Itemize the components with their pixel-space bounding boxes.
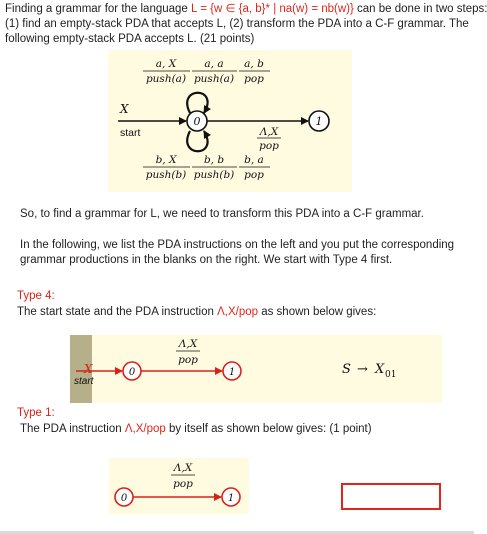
pda-diagram-panel: [108, 50, 352, 192]
pda-diagram: [108, 50, 352, 192]
type4-desc-text: The start state and the PDA instruction: [17, 306, 218, 318]
svg-text:Λ,X: Λ,X: [178, 338, 198, 350]
type4-production: [342, 362, 396, 380]
type1-description: [20, 422, 372, 437]
language-definition: L = {w ∈ {a, b}* | na(w) = nb(w)}: [191, 3, 354, 15]
svg-text:push(b): push(b): [145, 169, 187, 181]
top-self-loop: [187, 93, 207, 113]
state-0-label: 0: [193, 115, 201, 128]
type1-answer-box[interactable]: [341, 483, 441, 510]
production-arrow: →: [357, 362, 368, 377]
svg-text:a, b: a, b: [244, 58, 264, 70]
problem-line-2: (1) find an empty-stack PDA that accepts L, (2) transform the PDA into a C-F grammar. The: [5, 18, 469, 30]
type1-heading: Type 1:: [17, 407, 55, 419]
paragraph-instructions-line-1: In the following, we list the PDA instructions on the left and you put the corresponding: [20, 239, 455, 251]
type4-panel: [70, 335, 442, 403]
type1-desc-text: The PDA instruction: [20, 423, 125, 435]
svg-text:Λ,X: Λ,X: [259, 126, 279, 138]
svg-text:a, X: a, X: [155, 58, 177, 70]
svg-text:push(b): push(b): [193, 169, 235, 181]
type4-desc-tail: as shown below gives:: [258, 306, 377, 318]
type4-start-label: start: [74, 376, 94, 387]
svg-text:Λ,X: Λ,X: [173, 462, 193, 474]
svg-text:a, a: a, a: [204, 58, 224, 70]
type4-state-1-label: 1: [228, 367, 236, 378]
top-transition-label-3: [239, 58, 270, 85]
svg-text:pop: pop: [244, 73, 264, 85]
svg-text:push(a): push(a): [145, 73, 187, 85]
type4-instruction: Λ,X/pop: [217, 306, 259, 318]
problem-line-1: [5, 2, 487, 17]
problem-line-3: following empty-stack PDA accepts L. (21 points): [5, 33, 255, 45]
top-transition-label-1: [143, 58, 190, 85]
problem-intro-text: Finding a grammar for the language: [5, 3, 192, 15]
start-label: start: [120, 127, 141, 139]
top-transition-label-2: [192, 58, 237, 85]
edge-label: [257, 126, 281, 152]
paragraph-instructions-line-2: grammar productions in the blanks on the right. We start with Type 4 first.: [20, 254, 393, 266]
svg-text:pop: pop: [244, 169, 264, 181]
type1-instruction: Λ,X/pop: [124, 423, 166, 435]
type1-desc-tail: by itself as shown below gives: (1 point): [165, 423, 372, 435]
type4-state-0-label: 0: [128, 367, 136, 378]
type1-state-1-label: 1: [227, 493, 235, 504]
bottom-transition-label-2: [192, 154, 237, 181]
svg-text:b, X: b, X: [155, 154, 177, 166]
svg-text:push(a): push(a): [193, 73, 235, 85]
paragraph-transform: So, to find a grammar for L, we need to transform this PDA into a C-F grammar.: [20, 208, 424, 220]
type4-edge-label: [176, 338, 200, 366]
start-stack-symbol: X: [120, 102, 129, 116]
production-rhs-subscript: 01: [385, 370, 397, 380]
problem-intro-tail: can be done in two steps:: [353, 3, 487, 15]
type1-edge-label: [171, 462, 195, 490]
type4-description: [17, 305, 376, 320]
svg-text:b, b: b, b: [203, 154, 225, 166]
production-lhs: S: [342, 362, 351, 377]
bottom-transition-label-3: [239, 154, 270, 181]
type4-diagram: [70, 335, 442, 403]
state-1-label: 1: [315, 115, 323, 128]
type4-heading: Type 4:: [17, 290, 55, 302]
svg-text:pop: pop: [178, 354, 198, 366]
bottom-transition-label-1: [143, 154, 190, 181]
type1-diagram: [109, 458, 249, 514]
production-rhs: X: [375, 362, 385, 377]
svg-text:pop: pop: [173, 478, 193, 490]
svg-text:b, a: b, a: [244, 154, 264, 166]
bottom-self-loop: [187, 131, 207, 151]
type1-panel: [109, 458, 249, 514]
svg-text:pop: pop: [259, 140, 279, 152]
type1-state-0-label: 0: [120, 493, 128, 504]
type4-start-symbol: X: [84, 362, 93, 376]
